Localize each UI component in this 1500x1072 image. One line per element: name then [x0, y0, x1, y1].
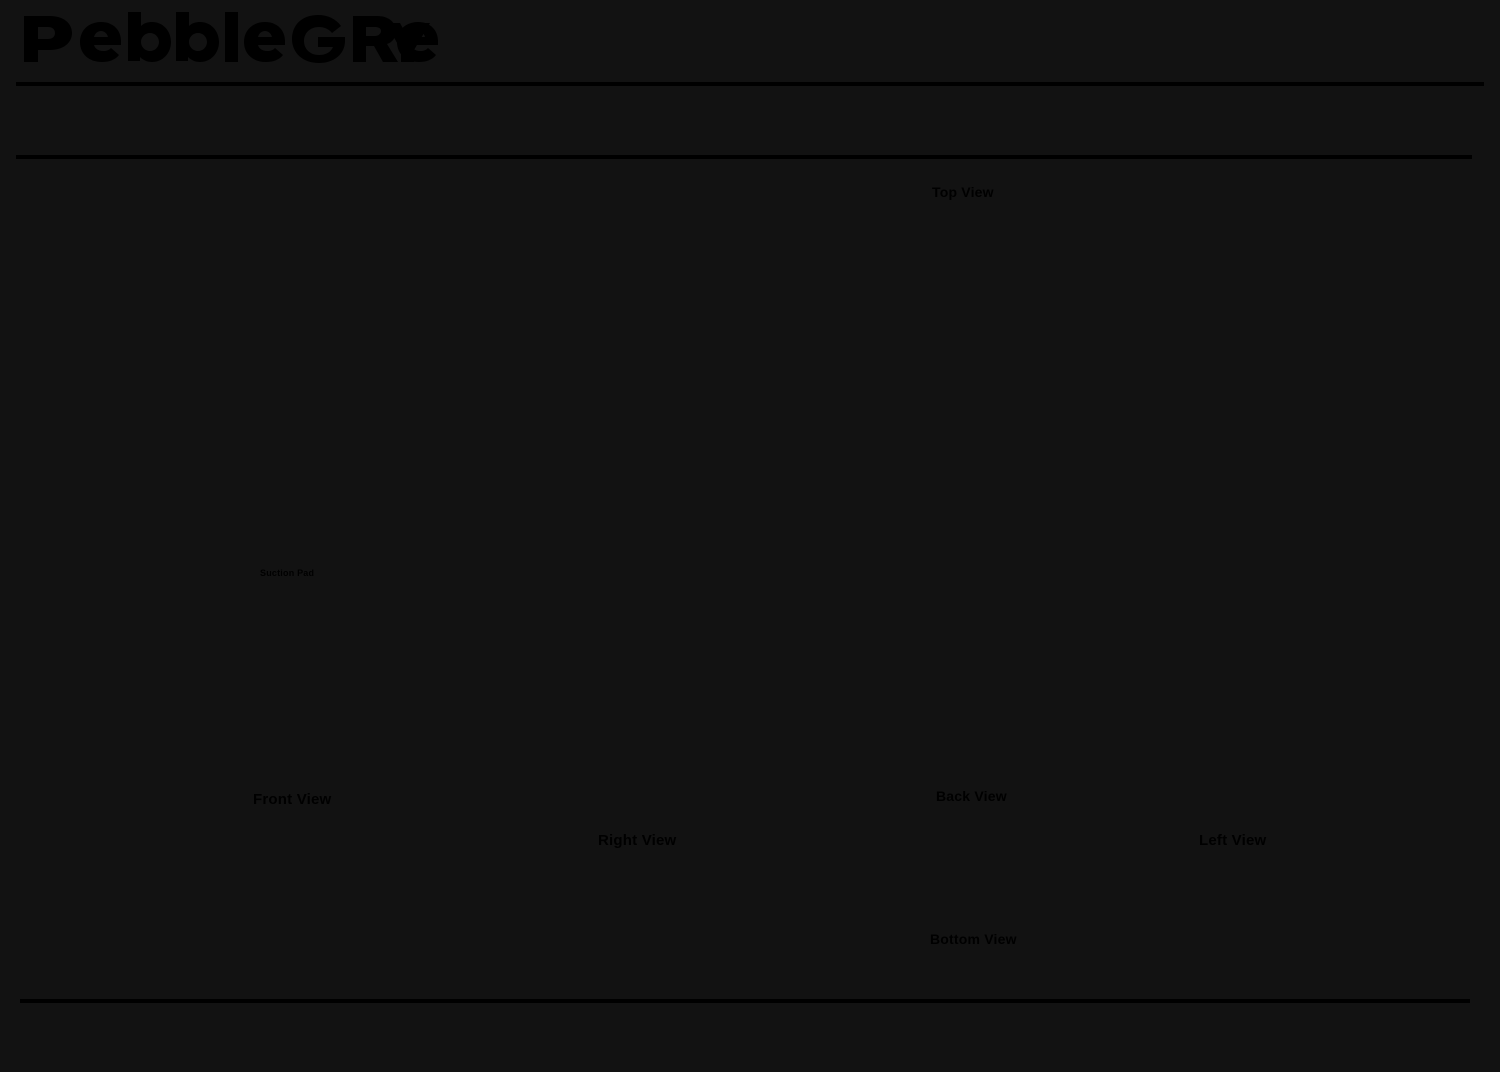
caption-right-view: Right View [598, 832, 677, 849]
title-divider [16, 155, 1472, 159]
caption-bottom-view: Bottom View [930, 931, 1017, 947]
caption-top-view: Top View [932, 184, 994, 200]
footer-divider [20, 999, 1470, 1003]
annotation-suction-pad: Suction Pad [260, 568, 315, 578]
caption-back-view: Back View [936, 788, 1007, 804]
caption-front-view: Front View [253, 791, 332, 808]
header-divider [16, 82, 1484, 86]
caption-left-view: Left View [1199, 832, 1267, 849]
pebblegrey-wordmark-icon [18, 12, 438, 64]
